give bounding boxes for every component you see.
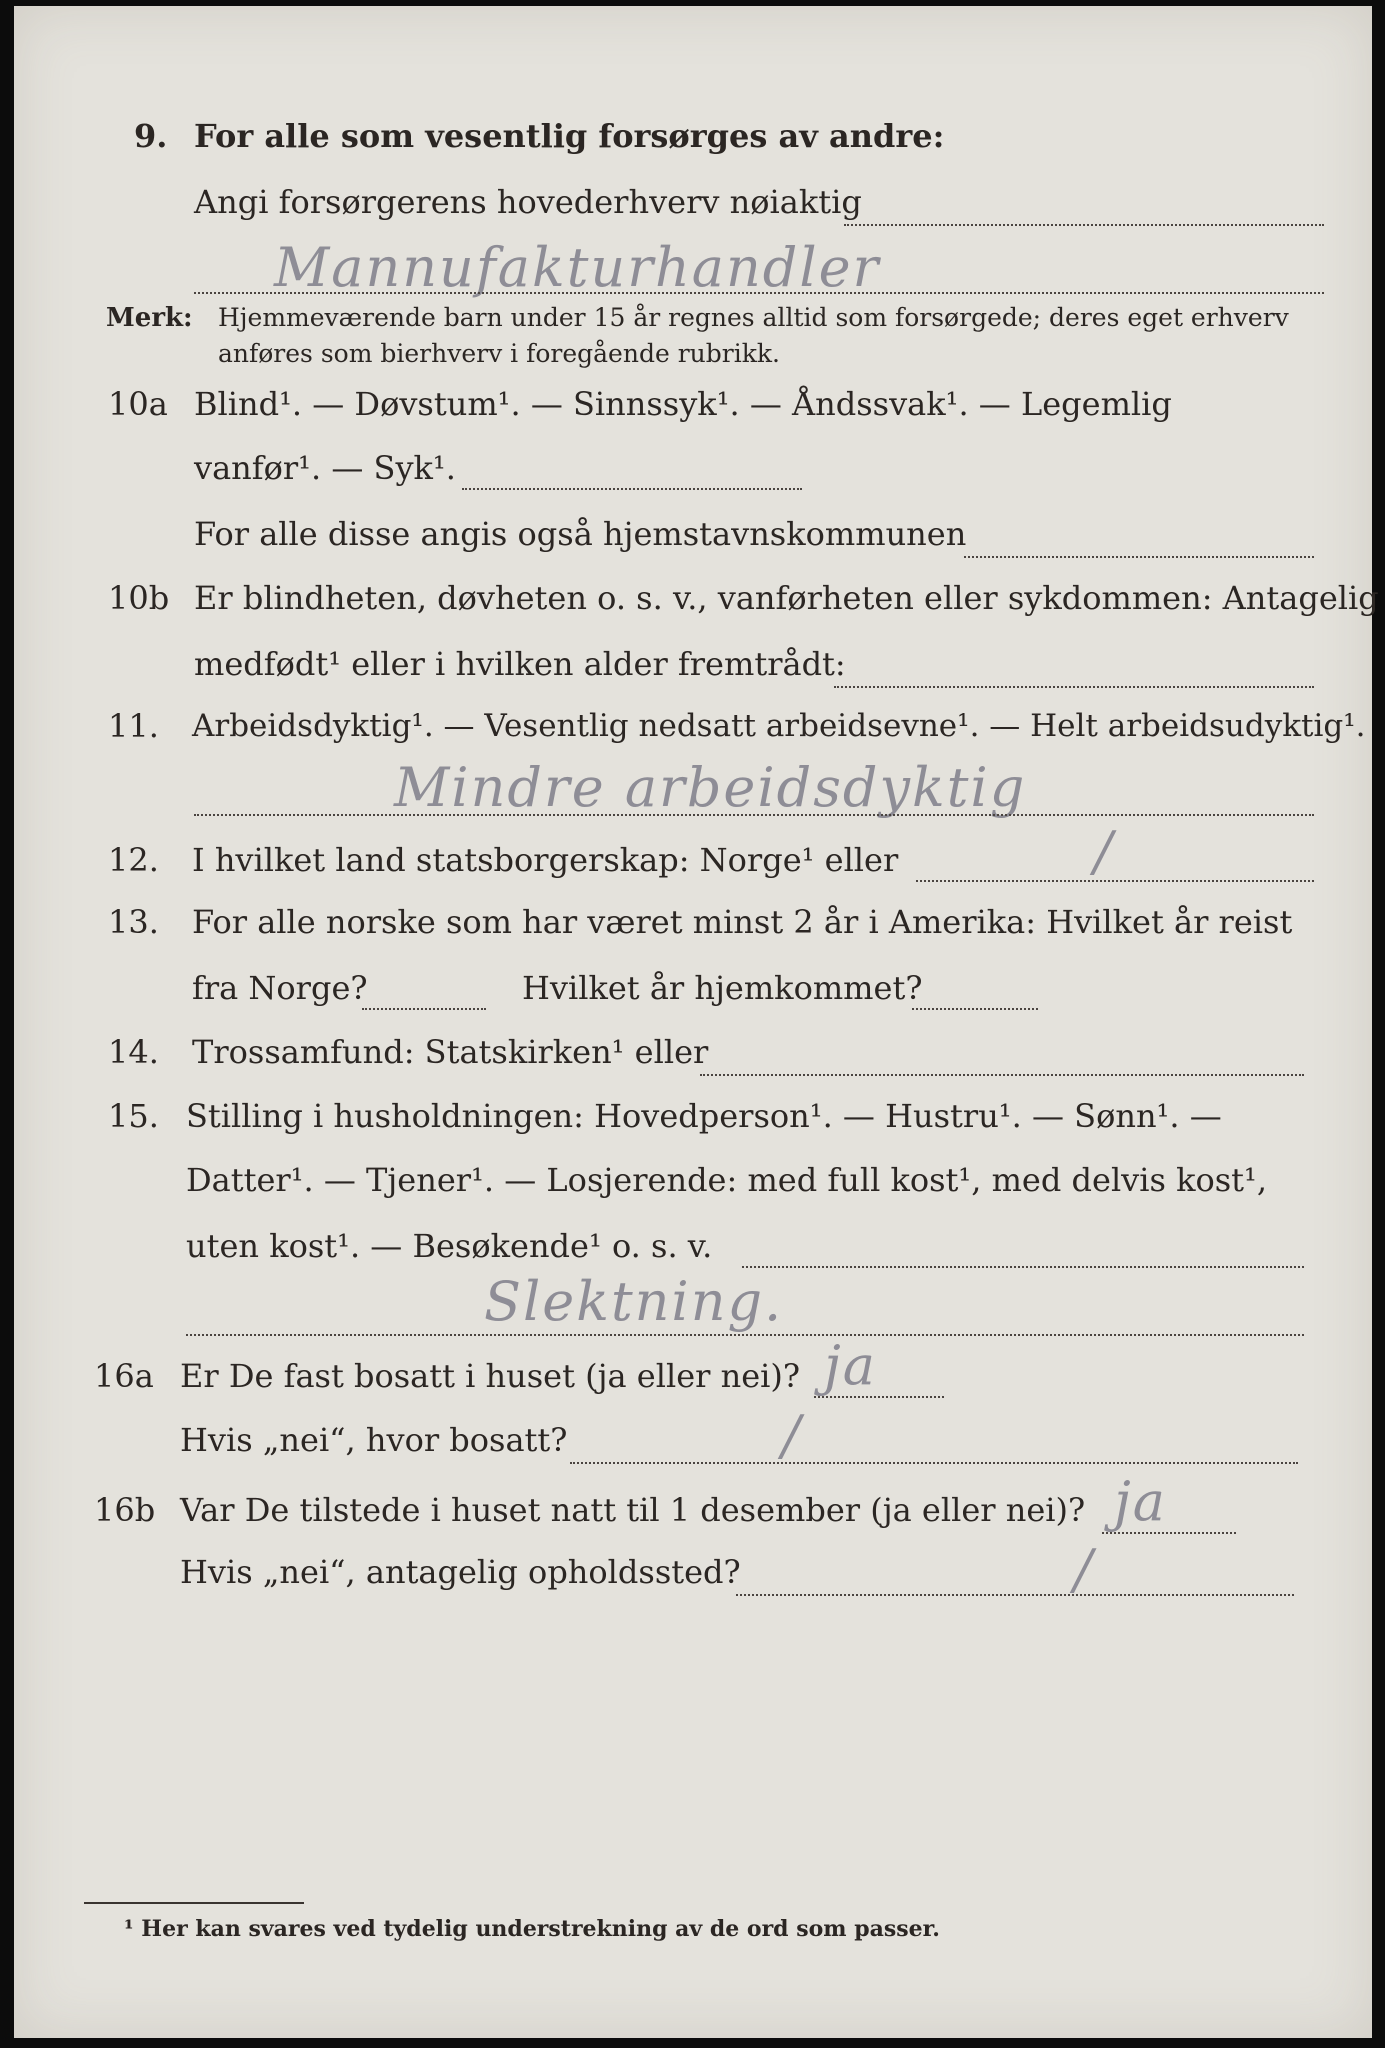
q16b-line-2: Hvis „nei“, antagelig opholdssted? <box>180 1553 741 1591</box>
q16a-answer-line-1 <box>814 1396 944 1398</box>
q16b-handwritten-answer-1: ja <box>1114 1470 1167 1533</box>
q9-answer-line-2 <box>194 292 1324 294</box>
q10a-answer-line-1 <box>462 488 802 490</box>
q15-number: 15. <box>108 1097 159 1135</box>
q13-number: 13. <box>108 903 159 941</box>
q16a-handwritten-answer-1: ja <box>824 1334 877 1397</box>
q15-answer-line-1 <box>742 1266 1304 1268</box>
footnote: ¹ Her kan svares ved tydelig understrekning av de ord som passer. <box>124 1916 940 1942</box>
q10a-line-2: vanfør¹. — Syk¹. <box>194 449 456 487</box>
q16b-answer-line-2 <box>736 1594 1294 1596</box>
q13-year-returned-line <box>912 1008 1038 1010</box>
q16b-line-1: Var De tilstede i huset natt til 1 desember (ja eller nei)? <box>180 1491 1086 1529</box>
q11-handwritten-answer: Mindre arbeidsdyktig <box>394 756 1027 819</box>
q11-line-1: Arbeidsdyktig¹. — Vesentlig nedsatt arbeidsevne¹. — Helt arbeidsudyktig¹. <box>192 708 1366 744</box>
q12-answer-line <box>916 880 1314 882</box>
q12-line-1: I hvilket land statsborgerskap: Norge¹ eller <box>192 841 899 879</box>
q13-line-2a: fra Norge? <box>192 969 368 1007</box>
q16b-handwritten-answer-2: / <box>1074 1538 1095 1601</box>
q16a-line-2: Hvis „nei“, hvor bosatt? <box>180 1421 568 1459</box>
q10a-answer-line-2 <box>964 556 1314 558</box>
q10a-line-3: For alle disse angis også hjemstavnskommunen <box>194 515 967 553</box>
q9-title: For alle som vesentlig forsørges av andre: <box>194 117 945 155</box>
merk-line-2: anføres som bierhverv i foregående rubrikk. <box>218 339 780 368</box>
q11-answer-line <box>194 814 1314 816</box>
q9-prompt: Angi forsørgerens hovederhverv nøiaktig <box>194 183 862 221</box>
q16a-number: 16a <box>94 1357 154 1395</box>
q9-handwritten-answer: Mannufakturhandler <box>274 236 881 299</box>
q14-number: 14. <box>108 1033 159 1071</box>
q12-number: 12. <box>108 841 159 879</box>
q10a-line-1: Blind¹. — Døvstum¹. — Sinnssyk¹. — Åndssvak¹. — Legemlig <box>194 385 1172 423</box>
q15-line-2: Datter¹. — Tjener¹. — Losjerende: med full kost¹, med delvis kost¹, <box>186 1161 1268 1199</box>
q13-line-1: For alle norske som har været minst 2 år i Amerika: Hvilket år reist <box>192 903 1293 941</box>
q15-line-1: Stilling i husholdningen: Hovedperson¹. — Hustru¹. — Sønn¹. — <box>186 1097 1222 1135</box>
q10b-line-1: Er blindheten, døvheten o. s. v., vanførheten eller sykdommen: Antagelig <box>194 579 1379 617</box>
q15-line-3: uten kost¹. — Besøkende¹ o. s. v. <box>186 1227 713 1265</box>
q10b-answer-line <box>834 686 1314 688</box>
footnote-rule <box>84 1902 304 1904</box>
q16b-number: 16b <box>94 1491 156 1529</box>
q16a-answer-line-2 <box>570 1462 1298 1464</box>
q14-answer-line <box>700 1074 1304 1076</box>
q16a-line-1: Er De fast bosatt i huset (ja eller nei)? <box>180 1357 801 1395</box>
q13-year-left-line <box>362 1008 486 1010</box>
q16a-handwritten-answer-2: / <box>782 1404 803 1467</box>
q9-number: 9. <box>134 117 168 155</box>
q12-handwritten-answer: / <box>1094 820 1115 883</box>
q11-number: 11. <box>108 707 159 745</box>
merk-label: Merk: <box>106 303 193 333</box>
q9-answer-line-1 <box>844 224 1324 226</box>
q10a-number: 10a <box>108 385 168 423</box>
q10b-line-2: medfødt¹ eller i hvilken alder fremtrådt: <box>194 645 846 683</box>
q15-handwritten-answer: Slektning. <box>484 1270 784 1333</box>
q15-answer-line-2 <box>186 1334 1304 1336</box>
q14-line-1: Trossamfund: Statskirken¹ eller <box>192 1033 709 1071</box>
q13-line-2b: Hvilket år hjemkommet? <box>522 969 923 1007</box>
merk-line-1: Hjemmeværende barn under 15 år regnes alltid som forsørgede; deres eget erhverv <box>218 303 1289 332</box>
census-form-page <box>14 6 1379 2038</box>
q10b-number: 10b <box>108 579 170 617</box>
q16b-answer-line-1 <box>1102 1532 1236 1534</box>
